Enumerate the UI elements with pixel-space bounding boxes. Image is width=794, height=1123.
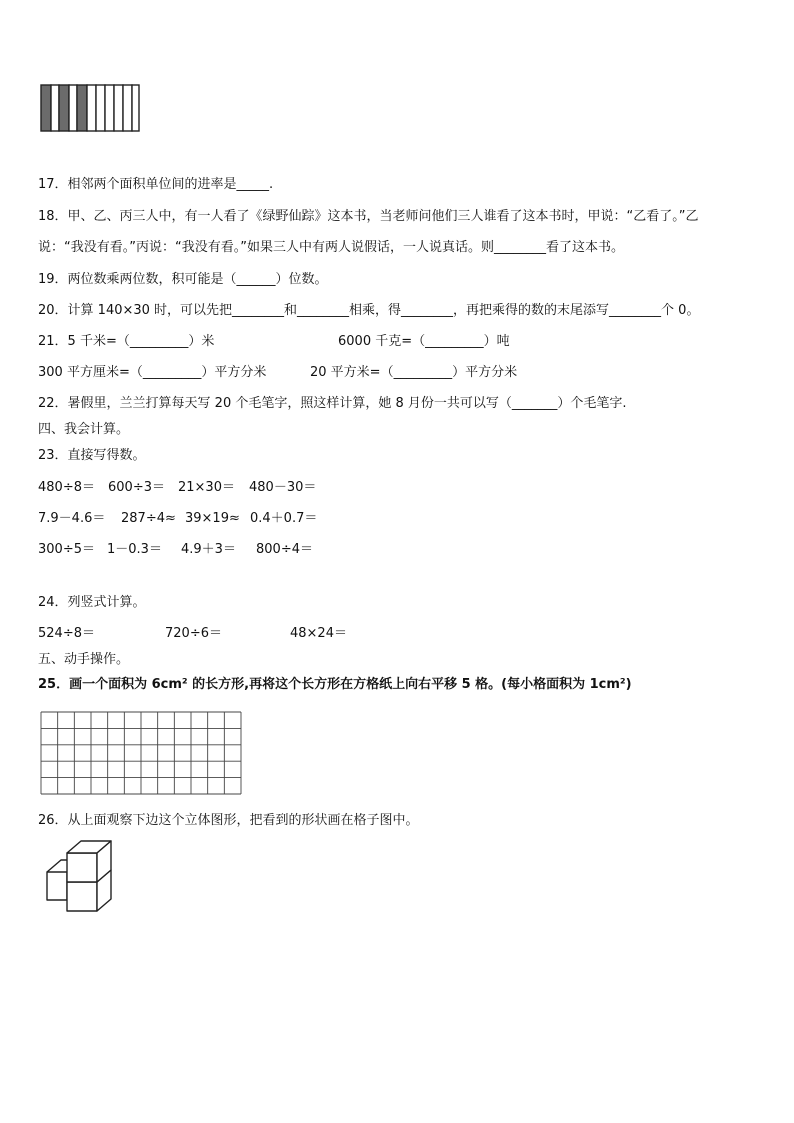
calc-item: 7.9－4.6＝ bbox=[38, 511, 106, 526]
section-5-heading: 五、动手操作。 bbox=[38, 652, 130, 667]
calc-item: 287÷4≈ bbox=[121, 511, 176, 526]
calc-item: 800÷4＝ bbox=[256, 542, 313, 557]
calc-item: 480－30＝ bbox=[249, 480, 317, 495]
question-26: 26．从上面观察下边这个立体图形，把看到的形状画在格子图中。 bbox=[38, 813, 419, 828]
question-21-b: 6000 千克=（_________）吨 bbox=[338, 334, 510, 349]
question-21-d: 20 平方米=（_________）平方分米 bbox=[310, 365, 518, 380]
calc-item: 0.4＋0.7＝ bbox=[250, 511, 318, 526]
fraction-bar-figure bbox=[40, 84, 140, 132]
question-24-title: 24．列竖式计算。 bbox=[38, 595, 146, 610]
question-22: 22．暑假里，兰兰打算每天写 20 个毛笔字，照这样计算，她 8 月份一共可以写（_______）个毛笔字. bbox=[38, 396, 627, 411]
calc-item: 39×19≈ bbox=[185, 511, 240, 526]
vertical-calc-item: 524÷8＝ bbox=[38, 626, 95, 641]
calc-item: 21×30＝ bbox=[178, 480, 235, 495]
question-23-title: 23．直接写得数。 bbox=[38, 448, 146, 463]
question-19: 19．两位数乘两位数，积可能是（______）位数。 bbox=[38, 272, 328, 287]
vertical-calc-item: 48×24＝ bbox=[290, 626, 347, 641]
vertical-calc-item: 720÷6＝ bbox=[165, 626, 222, 641]
calc-item: 1－0.3＝ bbox=[107, 542, 162, 557]
question-20: 20．计算 140×30 时，可以先把________和________相乘，得________，再把乘得的数的末尾添写________个 0。 bbox=[38, 303, 700, 318]
question-21-a: 21．5 千米=（_________）米 bbox=[38, 334, 215, 349]
calc-item: 4.9＋3＝ bbox=[181, 542, 236, 557]
calc-item: 600÷3＝ bbox=[108, 480, 165, 495]
section-4-heading: 四、我会计算。 bbox=[38, 422, 130, 437]
question-17: 17．相邻两个面积单位间的进率是_____. bbox=[38, 177, 274, 192]
calc-item: 480÷8＝ bbox=[38, 480, 95, 495]
question-18-line-1: 18．甲、乙、丙三人中，有一人看了《绿野仙踪》这本书，当老师问他们三人谁看了这本书时，甲说：“乙看了。”乙 bbox=[38, 209, 699, 224]
question-21-c: 300 平方厘米=（_________）平方分米 bbox=[38, 365, 267, 380]
cube-solid-figure bbox=[44, 838, 124, 914]
question-25: 25．画一个面积为 6cm² 的长方形,再将这个长方形在方格纸上向右平移 5 格。(每小格面积为 1cm²) bbox=[38, 677, 632, 692]
grid-paper bbox=[40, 711, 242, 795]
question-18-line-2: 说：“我没有看。”丙说：“我没有看。”如果三人中有两人说假话，一人说真话。则________看了这本书。 bbox=[38, 240, 624, 255]
calc-item: 300÷5＝ bbox=[38, 542, 95, 557]
